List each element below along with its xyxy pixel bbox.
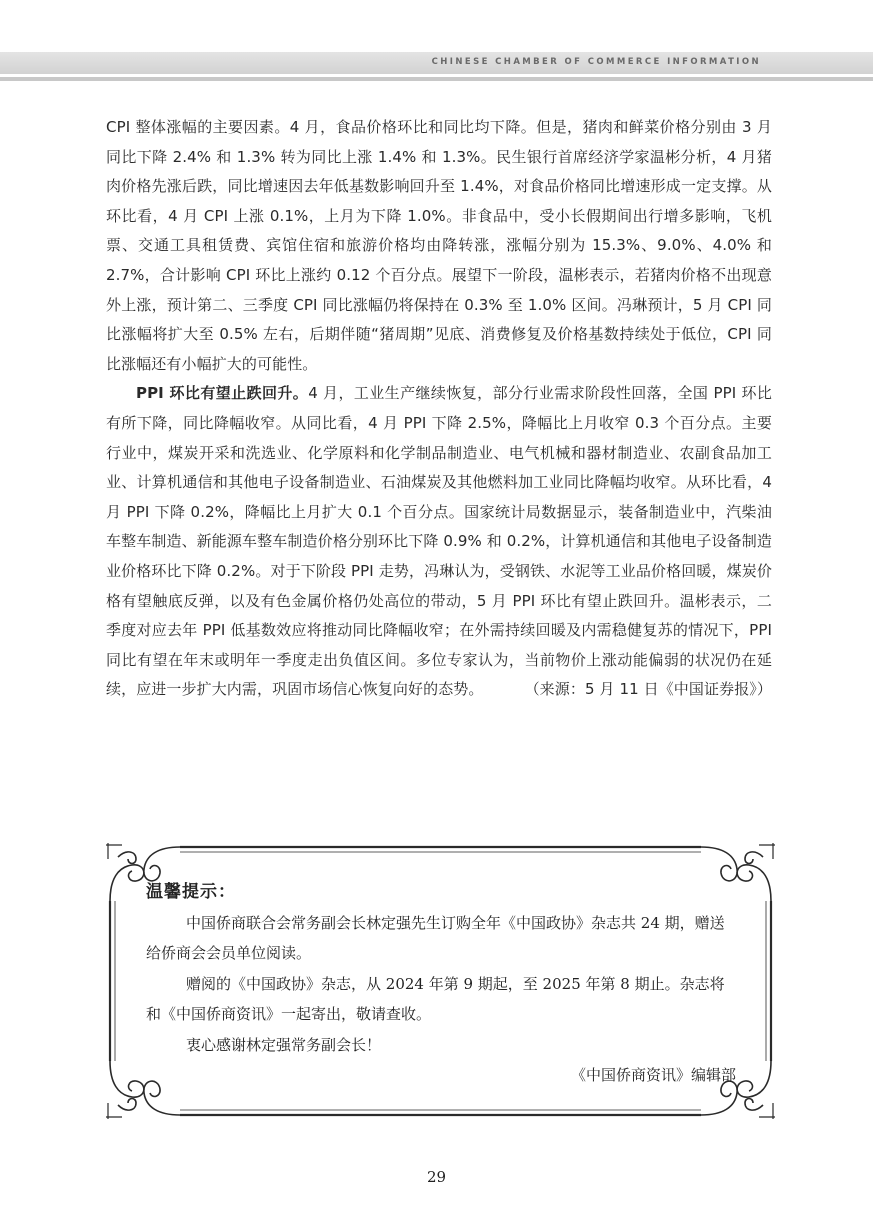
article-source: （来源：5 月 11 日《中国证券报》） (524, 680, 772, 699)
ppi-text: 4 月，工业生产继续恢复，部分行业需求阶段性回落，全国 PPI 环比有所下降，同比降幅收窄。从同比看，4 月 PPI 下降 2.5%，降幅比上月收窄 0.3 个百分点。主要行业中，煤炭开采和洗选业、化学原料和化学制品制造业、电气机械和器材制造业、农副食品加工业、计算机通信和其他电子设备制造业、石油煤炭及其他燃料加工业同比降幅均收窄。从环比看，4 月 PPI 下降 0.2%，降幅比上月扩大 0.1 个百分点。国家统计局数据显示，装备制造业中，汽柴油车整车制造、新能源车整车制造价格分别环比下降 0.9% 和 0.2%，计算机通信和其他电子设备制造业价格环比下降 0.2%。对于下阶段 PPI 走势，冯琳认为，受钢铁、水泥等工业品价格回暖，煤炭价格有望触底反弹，以及有色金属价格仍处高位的带动，5 月 PPI 环比有望止跌回升。温彬表示，二季度对应去年 PPI 低基数效应将推动同比降幅收窄；在外需持续回暖及内需稳健复苏的情况下，PPI 同比有望在年末或明年一季度走出负值区间。多位专家认为，当前物价上涨动能偏弱的状况仍在延续，应进一步扩大内需，巩固市场信心恢复向好的态势。 (106, 384, 773, 699)
notice-line-period: 赠阅的《中国政协》杂志，从 2024 年第 9 期起，至 2025 年第 8 期止。杂志将和《中国侨商资讯》一起寄出，敬请查收。 (146, 974, 725, 1023)
page-number: 29 (426, 1168, 447, 1186)
notice-title: 温馨提示： (146, 882, 236, 902)
header-rule (0, 77, 873, 81)
article-body (106, 113, 772, 705)
notice-line-subscription: 中国侨商联合会常务副会长林定强先生订购全年《中国政协》杂志共 24 期，赠送给侨商会会员单位阅读。 (146, 913, 725, 962)
article-paragraph-ppi (106, 379, 772, 705)
notice-box (102, 839, 779, 1123)
ppi-heading: PPI 环比有望止跌回升。 (136, 384, 309, 403)
publication-title: CHINESE CHAMBER OF COMMERCE INFORMATION (431, 57, 761, 67)
notice-content (146, 877, 736, 1091)
article-paragraph-cpi: CPI 整体涨幅的主要因素。4 月，食品价格环比和同比均下降。但是，猪肉和鲜菜价格分别由 3 月同比下降 2.4% 和 1.3% 转为同比上涨 1.4% 和 1.3%。民生银行首席经济学家温彬分析，4 月猪肉价格先涨后跌，同比增速因去年低基数影响回升至 1.4%，对食品价格同比增速形成一定支撑。从环比看，4 月 CPI 上涨 0.1%，上月为下降 1.0%。非食品中，受小长假期间出行增多影响，飞机票、交通工具租赁费、宾馆住宿和旅游价格均由降转涨，涨幅分别为 15.3%、9.0%、4.0% 和 2.7%，合计影响 CPI 环比上涨约 0.12 个百分点。展望下一阶段，温彬表示，若猪肉价格不出现意外上涨，预计第二、三季度 CPI 同比涨幅仍将保持在 0.3% 至 1.0% 区间。冯琳预计，5 月 CPI 同比涨幅将扩大至 0.5% 左右，后期伴随“猪周期”见底、消费修复及价格基数持续处于低位，CPI 同比涨幅还有小幅扩大的可能性。 (106, 118, 772, 373)
notice-line-thanks: 衷心感谢林定强常务副会长！ (186, 1035, 382, 1054)
notice-signature: 《中国侨商资讯》编辑部 (570, 1066, 736, 1084)
